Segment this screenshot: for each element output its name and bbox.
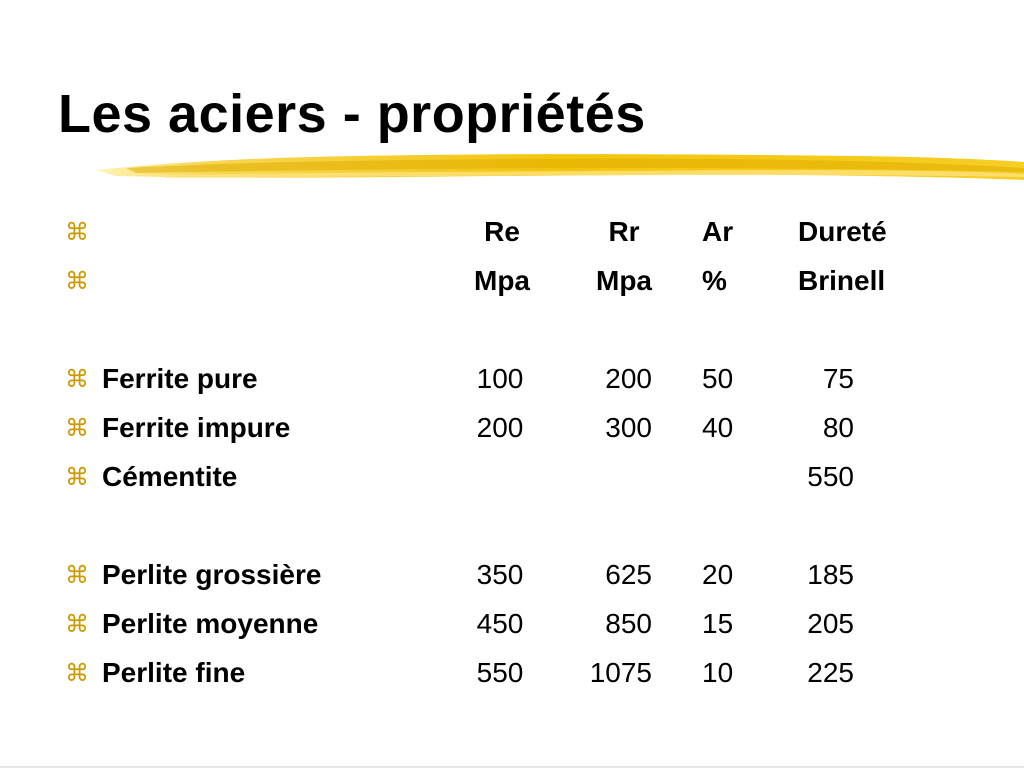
table-row: [0, 653, 1024, 693]
re-value: 350: [476, 559, 524, 590]
command-bullet-icon: ⌘: [65, 365, 89, 393]
hardness-value: 550: [807, 461, 854, 492]
hardness-value: 225: [807, 657, 854, 688]
re-value: 100: [476, 363, 524, 394]
hardness-value: 205: [807, 608, 854, 639]
command-bullet-icon: ⌘: [65, 267, 89, 295]
header-row-2: [0, 261, 1024, 301]
title-underline-stroke: [96, 146, 1024, 190]
rr-value: 850: [605, 608, 652, 639]
re-value: 200: [476, 412, 524, 443]
col-ar-header: Ar: [702, 216, 734, 247]
table-row: [0, 359, 1024, 399]
rr-value: 1075: [589, 657, 652, 688]
table-row: [0, 555, 1024, 595]
command-bullet-icon: ⌘: [65, 659, 89, 687]
ar-value: 40: [702, 412, 734, 443]
row-label: Perlite grossière: [102, 559, 322, 590]
command-bullet-icon: ⌘: [65, 463, 89, 491]
ar-value: 15: [702, 608, 734, 639]
col-rr-header: Rr: [608, 216, 640, 247]
ar-value: 50: [702, 363, 734, 394]
col-hardness-header: Dureté: [798, 216, 887, 247]
re-value: 450: [476, 608, 524, 639]
re-value: 550: [476, 657, 524, 688]
table-row: [0, 604, 1024, 644]
table-row: [0, 408, 1024, 448]
command-bullet-icon: ⌘: [65, 218, 89, 246]
rr-value: 625: [605, 559, 652, 590]
hardness-value: 80: [822, 412, 854, 443]
col-hardness-unit: Brinell: [798, 265, 886, 296]
row-label: Perlite fine: [102, 657, 246, 688]
row-label: Ferrite pure: [102, 363, 258, 394]
hardness-value: 75: [822, 363, 854, 394]
col-ar-unit: %: [702, 265, 727, 296]
rr-value: 300: [605, 412, 652, 443]
header-row-1: [0, 212, 1024, 252]
command-bullet-icon: ⌘: [65, 561, 89, 589]
command-bullet-icon: ⌘: [65, 414, 89, 442]
slide-title: Les aciers - propriétés: [58, 84, 646, 144]
row-label: Cémentite: [102, 461, 238, 492]
col-rr-unit: Mpa: [596, 265, 652, 296]
col-re-header: Re: [484, 216, 520, 247]
rr-value: 200: [605, 363, 652, 394]
col-re-unit: Mpa: [474, 265, 530, 296]
row-label: Ferrite impure: [102, 412, 291, 443]
hardness-value: 185: [807, 559, 854, 590]
table-row: [0, 457, 1024, 497]
ar-value: 10: [702, 657, 734, 688]
row-label: Perlite moyenne: [102, 608, 319, 639]
ar-value: 20: [702, 559, 734, 590]
command-bullet-icon: ⌘: [65, 610, 89, 638]
